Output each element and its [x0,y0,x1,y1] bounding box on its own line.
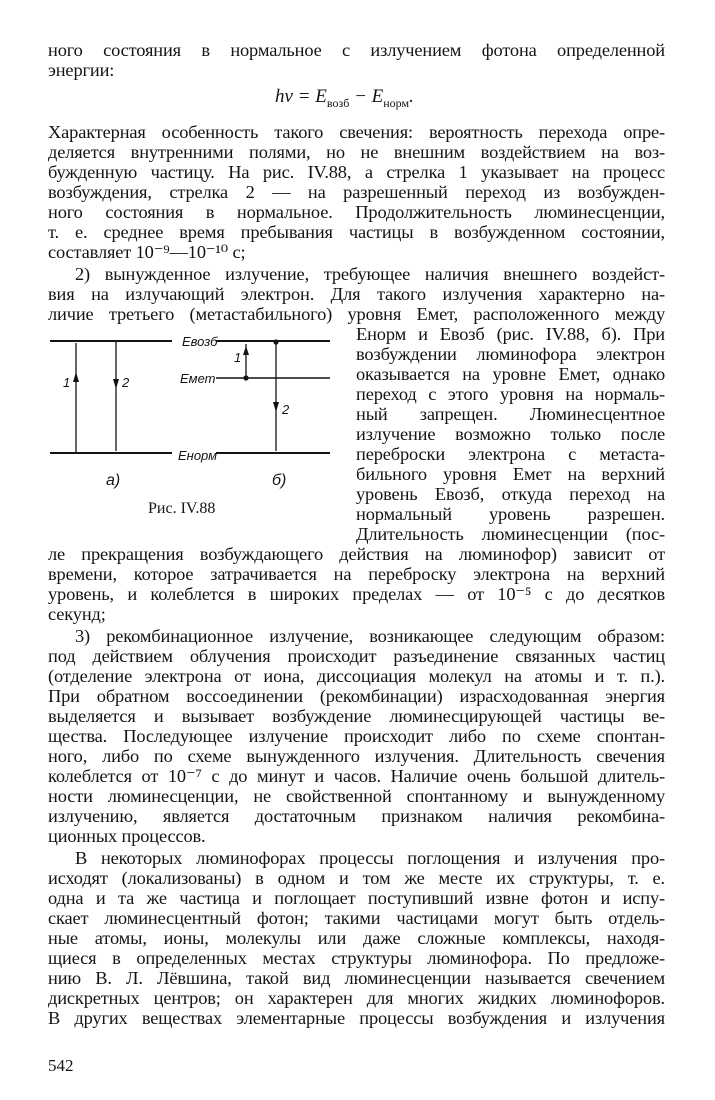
text-line: переход с этого уровня на нормаль- [356,384,665,404]
text-line: деляется внутренними полями, но не внешним воздействием на воз- [48,142,665,162]
text-line: Характерная особенность такого свечения: вероятность перехода опре- [48,122,665,142]
text-line: (отделение электрона от иона, диссоциация молекул на атомы и т. п.). [48,666,665,686]
text-line: переброски электрона с метаста- [356,444,665,464]
level-label-exc: Eвозб [182,334,218,349]
text-line: дискретных центров; он характерен для многих жидких люминофоров. [48,988,665,1008]
text-line: возбуждении люминофора электрон [356,344,665,364]
electron-dot [243,375,248,380]
text-line: щиеся в определенных местах структуры люминофора. По предложе- [48,948,665,968]
text-line: вия на излучающий электрон. Для такого излучения характерно на- [48,284,665,304]
arrow-head-up [73,372,79,382]
text-line: ционных процессов. [48,826,206,846]
formula: $h\nu = E_{возб} - E_{норм}$. [275,86,414,110]
text-line: секунд; [48,604,106,624]
level-label-met: Eмет [180,371,216,386]
text-line: излучению, является достаточным признаком наличия рекомбина- [48,806,665,826]
energy-level-diagram [40,320,350,500]
text-line: т. е. среднее время пребывания частицы в возбужденном состоянии, [48,222,665,242]
text-line: Eнорм и Eвозб (рис. IV.88, б). При [356,324,665,344]
arrow-head-down-b [273,402,279,412]
text-line: исходят (локализованы) в одном и том же месте их структуры, т. е. [48,868,665,888]
arrow-head-down [113,379,119,389]
text-line: ного, либо по схеме вынужденного излучения. Длительность свечения [48,746,665,766]
text-line: 2) вынужденное излучение, требующее наличия внешнего воздейст- [75,264,665,284]
electron-dot [273,339,278,344]
text-line: 3) рекомбинационное излучение, возникающее следующим образом: [75,626,665,646]
arrow-2-b-label: 2 [282,402,290,417]
text-line: нормальный уровень разрешен. [356,504,665,524]
text-line: При обратном воссоединении (рекомбинации) израсходованная энергия [48,686,665,706]
arrow-2-label: 2 [122,375,130,390]
text-line: излучение возможно только после [356,424,665,444]
text-line: ные атомы, ионы, молекулы или даже сложные комплексы, находя- [48,928,665,948]
text-line: одна и та же частица и поглощает поступивший извне фотон и испу- [48,888,665,908]
page-number: 542 [48,1056,74,1075]
text-line: уровень Eвозб, откуда переход на [356,484,665,504]
panel-label-b: б) [272,472,287,489]
text-line: времени, которое затрачивается на переброску электрона на верхний [48,564,665,584]
text-line: ности люминесценции, не свойственной спонтанному и вынужденному [48,786,665,806]
arrow-1-b-label: 1 [234,350,242,365]
text-line: личие третьего (метастабильного) уровня Eмет, расположенного между [48,304,665,324]
text-line: составляет 10⁻⁹—10⁻¹⁰ с; [48,242,246,262]
text-line: Длительность люминесценции (пос- [356,524,665,544]
text-line: уровень, и колеблется в широких пределах — от 10⁻⁵ с до десятков [48,584,665,604]
text-line: В других веществах элементарные процессы возбуждения и излучения [48,1008,665,1028]
panel-label-a: а) [106,472,121,489]
text-line: ного состояния в нормальное. Продолжительность люминесценции, [48,202,665,222]
text-line: скает люминесцентный фотон; такими частицами могут быть отдель- [48,908,665,928]
text-line: энергии: [48,60,115,80]
level-label-norm: Eнорм [178,448,218,463]
text-line: нию В. Л. Лёвшина, такой вид люминесценции называется свечением [48,968,665,988]
text-line: возбуждения, стрелка 2 — на разрешенный переход из возбужден- [48,182,665,202]
text-line: ный запрещен. Люминесцентное [356,404,665,424]
text-line: бужденную частицу. На рис. IV.88, а стрелка 1 указывает на процесс [48,162,665,182]
arrow-1-label: 1 [63,375,71,390]
arrow-head-up-b [243,346,249,355]
text-line: колеблется от 10⁻⁷ с до минут и часов. Наличие очень большой длитель- [48,766,665,786]
text-line: бильного уровня Eмет на верхний [356,464,665,484]
text-line: под действием облучения происходит разъединение связанных частиц [48,646,665,666]
text-line: ле прекращения возбуждающего действия на люминофор) зависит от [48,544,665,564]
figure-caption: Рис. IV.88 [148,500,216,517]
text-line: щества. Последующее излучение происходит либо по схеме спонтан- [48,726,665,746]
text-line: ного состояния в нормальное с излучением фотона определенной [48,40,665,60]
text-line: В некоторых люминофорах процессы поглощения и излучения про- [75,848,665,868]
text-line: выделяется и вызывает возбуждение люминесцирующей частицы ве- [48,706,665,726]
text-line: оказывается на уровне Eмет, однако [356,364,665,384]
